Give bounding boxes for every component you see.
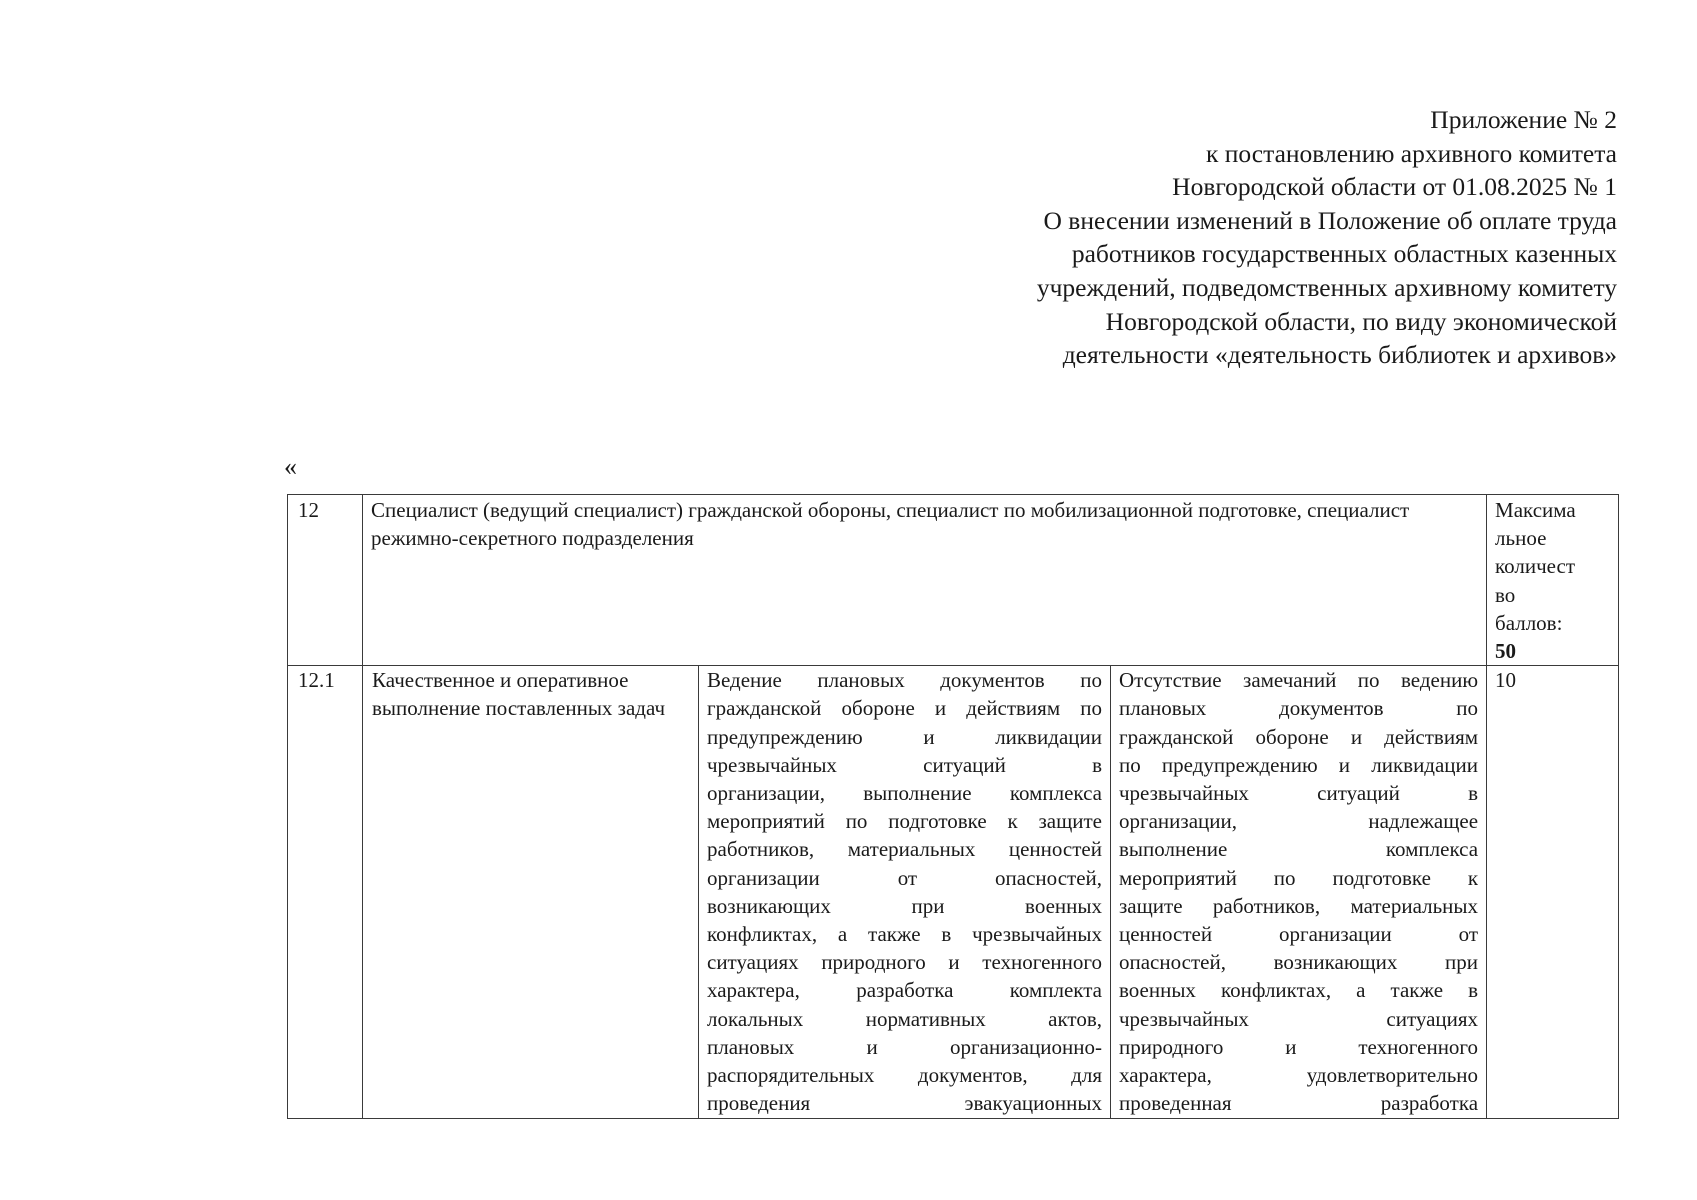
- indicator-cell: Качественное и оперативное выполнение поставленных задач: [363, 666, 699, 1119]
- criterion-line: характера, разработка комплекта: [707, 978, 1102, 1003]
- evaluation-line: характера, удовлетворительно: [1119, 1063, 1479, 1088]
- max-score-label-line: баллов:: [1495, 610, 1563, 635]
- criterion-line: предупреждению и ликвидации: [707, 724, 1102, 749]
- criterion-line: мероприятий по подготовке к защите: [707, 809, 1102, 834]
- criterion-line: распорядительных документов, для: [707, 1063, 1102, 1088]
- header-line-appendix: Приложение № 2: [1430, 105, 1617, 134]
- max-score-cell: [1487, 495, 1619, 666]
- header-line-subject-2: работников государственных областных казенных: [1071, 239, 1617, 269]
- evaluation-line: выполнение комплекса: [1119, 837, 1479, 862]
- evaluation-line: по предупреждению и ликвидации: [1119, 752, 1479, 777]
- evaluation-line: организации, надлежащее: [1119, 809, 1479, 834]
- evaluation-line: Отсутствие замечаний по ведению: [1119, 668, 1479, 693]
- header-line-subject-4: Новгородской области, по виду экономической: [1105, 306, 1617, 336]
- criterion-line: локальных нормативных актов,: [707, 1006, 1102, 1031]
- document-header: [857, 103, 1617, 372]
- opening-quote: «: [284, 452, 297, 481]
- criterion-line: Ведение плановых документов по: [707, 668, 1102, 693]
- criterion-line: плановых и организационно-: [707, 1034, 1102, 1059]
- row-number: 12.1: [288, 666, 363, 1119]
- header-line-subject-5: деятельности «деятельность библиотек и архивов»: [1062, 340, 1617, 370]
- criterion-line: конфликтах, а также в чрезвычайных: [707, 922, 1102, 947]
- evaluation-line: плановых документов по: [1119, 696, 1479, 721]
- criterion-line: гражданской обороне и действиям по: [707, 696, 1102, 721]
- header-line-resolution: к постановлению архивного комитета: [1206, 138, 1617, 168]
- criterion-line: чрезвычайных ситуаций в: [707, 752, 1102, 777]
- evaluation-line: мероприятий по подготовке к: [1119, 865, 1479, 890]
- position-title: Специалист (ведущий специалист) гражданской обороны, специалист по мобилизационной подготовке, специалист режимно-секретного подразделения: [363, 495, 1487, 666]
- criterion-line: организации от опасностей,: [707, 865, 1102, 890]
- header-line-subject-3: учреждений, подведомственных архивному комитету: [1036, 272, 1617, 302]
- evaluation-line: чрезвычайных ситуаций в: [1119, 781, 1479, 806]
- criterion-line: организации, выполнение комплекса: [707, 781, 1102, 806]
- max-score-label-line: количест: [1495, 554, 1576, 579]
- evaluation-text: [1119, 666, 1478, 1118]
- score-cell: 10: [1487, 666, 1619, 1119]
- max-score-label-line: Максима: [1495, 498, 1576, 522]
- evaluation-line: ценностей организации от: [1119, 922, 1479, 947]
- criterion-line: проведения эвакуационных: [707, 1091, 1102, 1116]
- max-score-value: 50: [1495, 639, 1517, 664]
- table-row-position: [288, 495, 1619, 666]
- max-score-label-line: во: [1495, 582, 1516, 607]
- evaluation-cell: [1111, 666, 1487, 1119]
- header-line-date: Новгородской области от 01.08.2025 № 1: [1172, 172, 1617, 202]
- criteria-table: [287, 494, 1619, 1119]
- row-number: 12: [288, 495, 363, 666]
- evaluation-line: проведенная разработка: [1119, 1091, 1479, 1116]
- criterion-text: [707, 666, 1102, 1118]
- evaluation-line: защите работников, материальных: [1119, 893, 1479, 918]
- max-score-label-line: льное: [1495, 526, 1547, 551]
- header-line-subject-1: О внесении изменений в Положение об оплате труда: [1043, 205, 1617, 235]
- evaluation-line: чрезвычайных ситуациях: [1119, 1006, 1479, 1031]
- criterion-line: ситуациях природного и техногенного: [707, 950, 1102, 975]
- evaluation-line: природного и техногенного: [1119, 1034, 1479, 1059]
- criterion-line: возникающих при военных: [707, 893, 1102, 918]
- criterion-line: работников, материальных ценностей: [707, 837, 1102, 862]
- evaluation-line: гражданской обороне и действиям: [1119, 724, 1479, 749]
- evaluation-line: опасностей, возникающих при: [1119, 950, 1479, 975]
- table-row-criterion: [288, 666, 1619, 1119]
- criterion-cell: [699, 666, 1111, 1119]
- evaluation-line: военных конфликтах, а также в: [1119, 978, 1479, 1003]
